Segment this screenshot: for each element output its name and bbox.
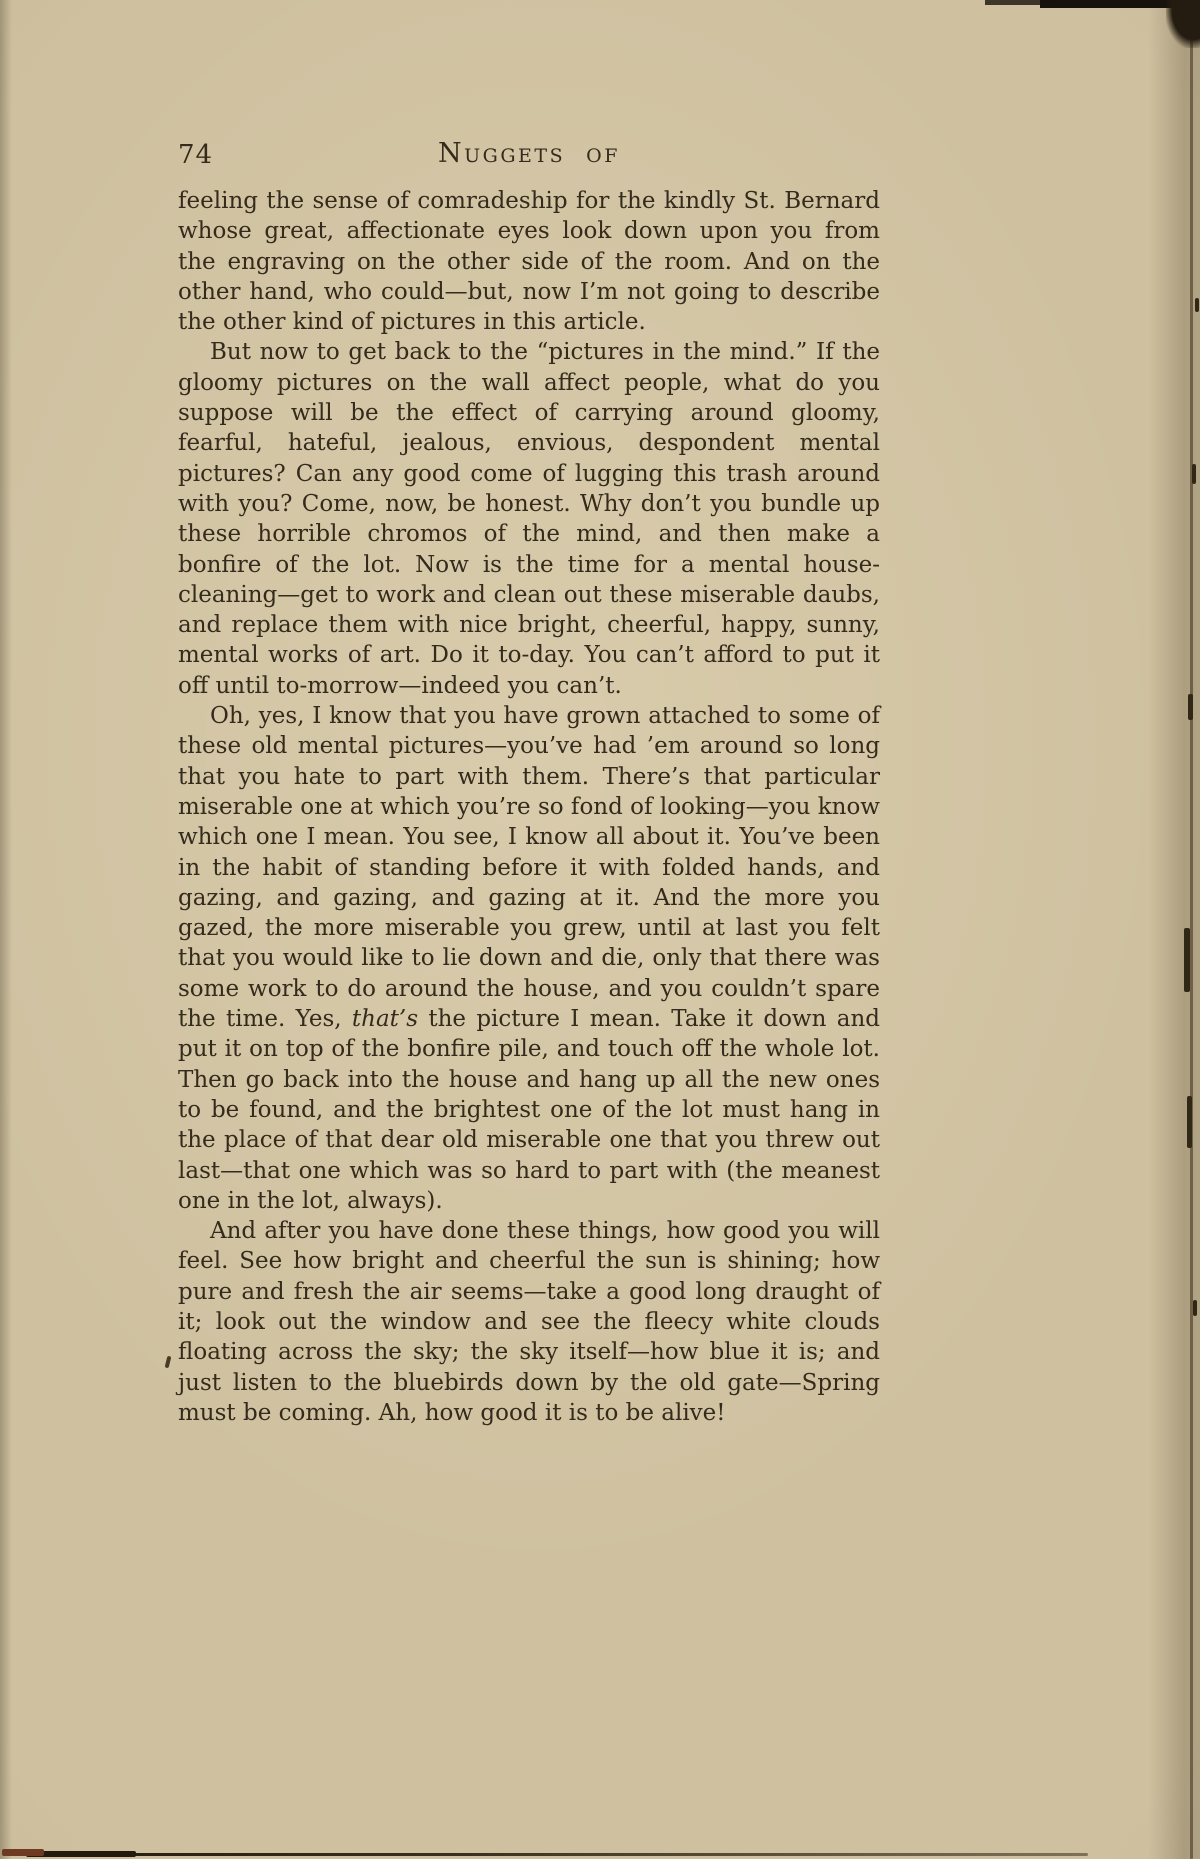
paragraph-text: the picture I mean. Take it down and put it on top of the bonfire pile, and touch off the whole lot. Then go back into the house and hang up all the new ones to be found, and the brightest one of the lot must hang in the place of that dear old miserable one that you threw out last—that one which was so hard to part with (the meanest one in the lot, always).: [178, 1006, 880, 1214]
right-page-crease-shadow: [1148, 0, 1200, 1859]
emphasized-word: that’s: [351, 1006, 419, 1033]
right-edge-mark: [1187, 1096, 1192, 1148]
paragraph-4: [178, 1216, 880, 1428]
left-edge-shadow: [0, 0, 12, 1859]
top-right-corner-blotch: [1166, 0, 1200, 48]
running-header: Nuggets of: [438, 138, 620, 169]
right-edge-mark: [1195, 298, 1199, 312]
paragraph-text: And after you have done these things, how good you will feel. See how bright and cheerful the sun is shining; how pure and fresh the air seems—take a good long draught of it; look out the window and see the fleecy white clouds floating across the sky; the sky itself—how blue it is; and just listen to the bluebirds down by the old gate—Spring must be coming. Ah, how good it is to be alive!: [178, 1218, 880, 1426]
right-edge-mark: [1192, 464, 1196, 484]
bottom-page-edge-line: [26, 1853, 1088, 1856]
page-body: [178, 186, 880, 1428]
bottom-left-red-mark: [2, 1849, 44, 1856]
right-crease-line: [1190, 10, 1193, 1859]
paragraph-text: Oh, yes, I know that you have grown attached to some of these old mental pictures—you’ve had ’em around so long that you hate to part with them. There’s that particular miserable one at which you’re so fond of looking—you know which one I mean. You see, I know all about it. You’ve been in the habit of standing before it with folded hands, and gazing, and gazing, and gazing at it. And the more you gazed, the more miserable you grew, until at last you felt that you would like to lie down and die, only that there was some work to do around the house, and you couldn’t spare the time. Yes,: [178, 703, 880, 1033]
page-header: [178, 138, 880, 172]
right-edge-mark: [1184, 928, 1190, 992]
paragraph-text: feeling the sense of comradeship for the kindly St. Bernard whose great, affectionate eyes look down upon you from the engraving on the other side of the room. And on the other hand, who could—but, now I’m not going to describe the other kind of pictures in this article.: [178, 188, 880, 336]
paragraph-2: [178, 337, 880, 701]
right-edge-mark: [1193, 1300, 1197, 1316]
paragraph-text: But now to get back to the “pictures in the mind.” If the gloomy pictures on the wall affect people, what do you suppose will be the effect of carrying around gloomy, fearful, hateful, jealous, envious, despondent mental pictures? Can any good come of lugging this trash around with you? Come, now, be honest. Why don’t you bundle up these horrible chromos of the mind, and then make a bonfire of the lot. Now is the time for a mental house-cleaning—get to work and clean out these miserable daubs, and replace them with nice bright, cheerful, happy, sunny, mental works of art. Do it to-day. You can’t afford to put it off until to-morrow—indeed you can’t.: [178, 339, 880, 699]
bottom-page-edge-line-thick: [26, 1851, 136, 1857]
top-edge-dark-band: [1040, 0, 1200, 8]
stray-ink-speck: [165, 1356, 172, 1369]
paragraph-1: [178, 186, 880, 337]
paragraph-3: [178, 701, 880, 1216]
right-edge-mark: [1188, 694, 1193, 720]
page-number: 74: [178, 140, 214, 170]
top-edge-dark-band-2: [985, 0, 1055, 5]
